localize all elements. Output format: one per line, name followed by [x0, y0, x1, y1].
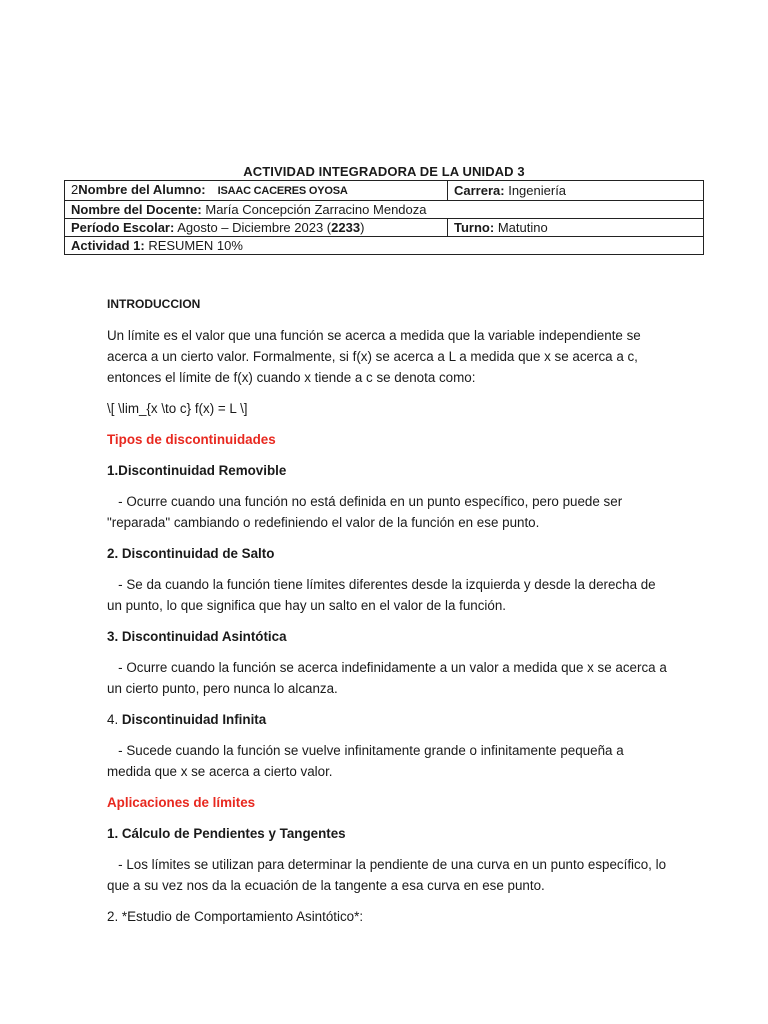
discontinuity-2-title: 2. Discontinuidad de Salto — [107, 546, 275, 561]
period-value: Agosto – Diciembre 2023 ( — [177, 220, 332, 235]
career-value: Ingeniería — [508, 183, 567, 198]
career-cell — [448, 181, 704, 201]
discontinuity-3-title: 3. Discontinuidad Asintótica — [107, 629, 287, 644]
application-1-text: - Los límites se utilizan para determinar la pendiente de una curva en un punto específico, lo que a su vez nos da la ecuación de la tangente a esa curva en ese punto. — [107, 857, 670, 893]
teacher-name: María Concepción Zarracino Mendoza — [205, 202, 427, 217]
discontinuity-4-number: 4. — [107, 712, 122, 727]
header-row-period — [65, 219, 704, 237]
document-title: ACTIVIDAD INTEGRADORA DE LA UNIDAD 3 — [243, 164, 525, 179]
discontinuity-3-text: - Ocurre cuando la función se acerca indefinidamente a un valor a medida que x se acerca a un cierto punto, pero nunca lo alcanza. — [107, 660, 671, 696]
student-cell — [65, 181, 448, 201]
discontinuity-4-text: - Sucede cuando la función se vuelve infinitamente grande o infinitamente pequeña a medida que x se acerca a cierto valor. — [107, 743, 628, 779]
discontinuity-4-heading — [107, 709, 667, 730]
application-1-title: 1. Cálculo de Pendientes y Tangentes — [107, 826, 346, 841]
applications-heading: Aplicaciones de límites — [107, 795, 256, 810]
shift-value: Matutino — [497, 220, 548, 235]
period-code: 2233 — [331, 220, 361, 235]
teacher-cell — [65, 201, 704, 219]
document-body — [107, 294, 671, 937]
period-cell — [65, 219, 448, 237]
header-info-table — [64, 180, 704, 255]
header-row-teacher — [65, 201, 704, 219]
student-name: ISAAC CACERES OYOSA — [217, 185, 348, 197]
intro-paragraph: Un límite es el valor que una función se acerca a medida que la variable independiente se acerca a un cierto valor. Formalmente, si f(x) se acerca a L a medida que x se acerca a c, entonces el límite de f(x) cuando x tiende a c se denota como: — [107, 328, 641, 385]
period-value-close: ) — [360, 220, 365, 235]
shift-cell — [448, 219, 704, 237]
limit-formula: \[ \lim_{x \to c} f(x) = L \] — [107, 401, 248, 416]
period-label: Período Escolar: — [71, 220, 175, 235]
discontinuities-heading: Tipos de discontinuidades — [107, 432, 276, 447]
student-label: Nombre del Alumno: — [78, 182, 206, 197]
discontinuity-4-title: Discontinuidad Infinita — [121, 712, 267, 727]
discontinuity-2-text: - Se da cuando la función tiene límites diferentes desde la izquierda y desde la derecha de un punto, lo que significa que hay un salto en el valor de la función. — [107, 577, 660, 613]
application-2-title: 2. *Estudio de Comportamiento Asintótico*: — [107, 909, 364, 924]
intro-heading: INTRODUCCION — [107, 297, 201, 311]
activity-cell — [65, 237, 704, 255]
activity-value: RESUMEN 10% — [148, 238, 243, 253]
header-row-activity — [65, 237, 704, 255]
row-prefix: 2 — [71, 182, 79, 197]
discontinuity-1-text: - Ocurre cuando una función no está definida en un punto específico, pero puede ser "reparada" cambiando o redefiniendo el valor de la función en ese punto. — [107, 494, 626, 530]
header-row-student — [65, 181, 704, 201]
discontinuity-1-title: 1.Discontinuidad Removible — [107, 463, 287, 478]
teacher-label: Nombre del Docente: — [71, 202, 202, 217]
activity-label: Actividad 1: — [71, 238, 145, 253]
career-label: Carrera: — [454, 183, 505, 198]
shift-label: Turno: — [454, 220, 495, 235]
